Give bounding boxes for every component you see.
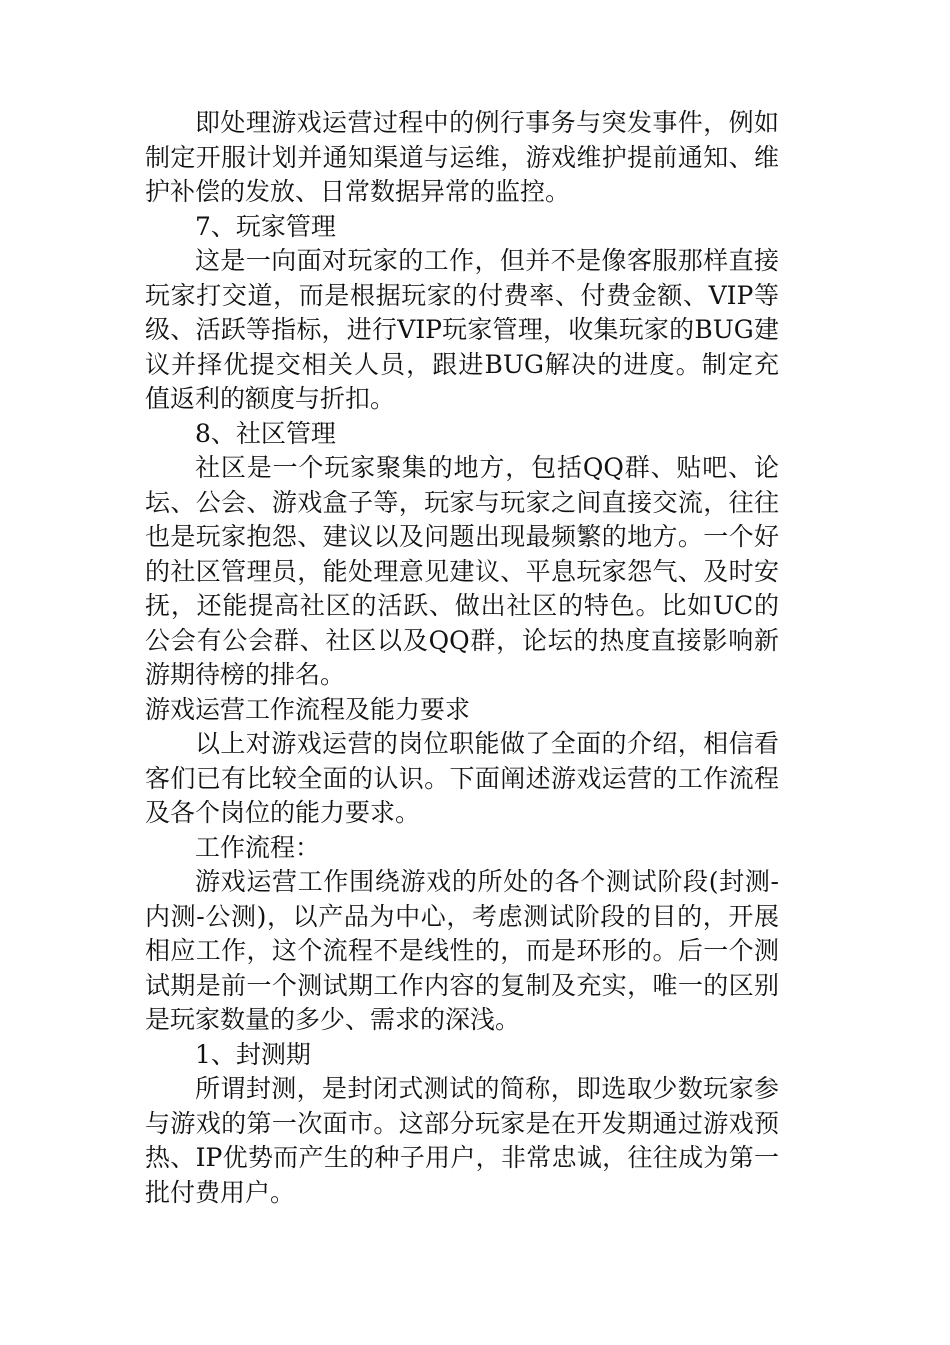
paragraph-community-management: 社区是一个玩家聚集的地方，包括QQ群、贴吧、论坛、公会、游戏盒子等，玩家与玩家之间直接交流，往往也是玩家抱怨、建议以及问题出现最频繁的地方。一个好的社区管理员，能处理意见建议、平息玩家怨气、及时安抚，还能提高社区的活跃、做出社区的特色。比如UC的公会有公会群、社区以及QQ群，论坛的热度直接影响新游期待榜的排名。 <box>145 453 779 689</box>
heading-player-management: 7、玩家管理 <box>195 211 336 241</box>
heading-community-management: 8、社区管理 <box>195 418 336 448</box>
paragraph-workflow-intro: 以上对游戏运营的岗位职能做了全面的介绍，相信看客们已有比较全面的认识。下面阐述游戏运营的工作流程及各个岗位的能力要求。 <box>145 729 779 827</box>
paragraph-closed-beta: 所谓封测，是封闭式测试的简称，即选取少数玩家参与游戏的第一次面市。这部分玩家是在开发期通过游戏预热、IP优势而产生的种子用户，非常忠诚，往往成为第一批付费用户。 <box>145 1074 779 1207</box>
heading-closed-beta: 1、封测期 <box>195 1039 311 1069</box>
heading-workflow: 工作流程： <box>195 832 321 862</box>
paragraph-routine-affairs: 即处理游戏运营过程中的例行事务与突发事件，例如制定开服计划并通知渠道与运维，游戏维护提前通知、维护补偿的发放、日常数据异常的监控。 <box>145 108 779 206</box>
paragraph-workflow-description: 游戏运营工作围绕游戏的所处的各个测试阶段(封测-内测-公测)，以产品为中心，考虑测试阶段的目的，开展相应工作，这个流程不是线性的，而是环形的。后一个测试期是前一个测试期工作内容的复制及充实，唯一的区别是玩家数量的多少、需求的深浅。 <box>145 867 779 1034</box>
document-body <box>145 106 779 1210</box>
section-title-workflow: 游戏运营工作流程及能力要求 <box>145 694 471 724</box>
paragraph-player-management: 这是一向面对玩家的工作，但并不是像客服那样直接玩家打交道，而是根据玩家的付费率、付费金额、VIP等级、活跃等指标，进行VIP玩家管理，收集玩家的BUG建议并择优提交相关人员，跟进BUG解决的进度。制定充值返利的额度与折扣。 <box>145 246 779 413</box>
